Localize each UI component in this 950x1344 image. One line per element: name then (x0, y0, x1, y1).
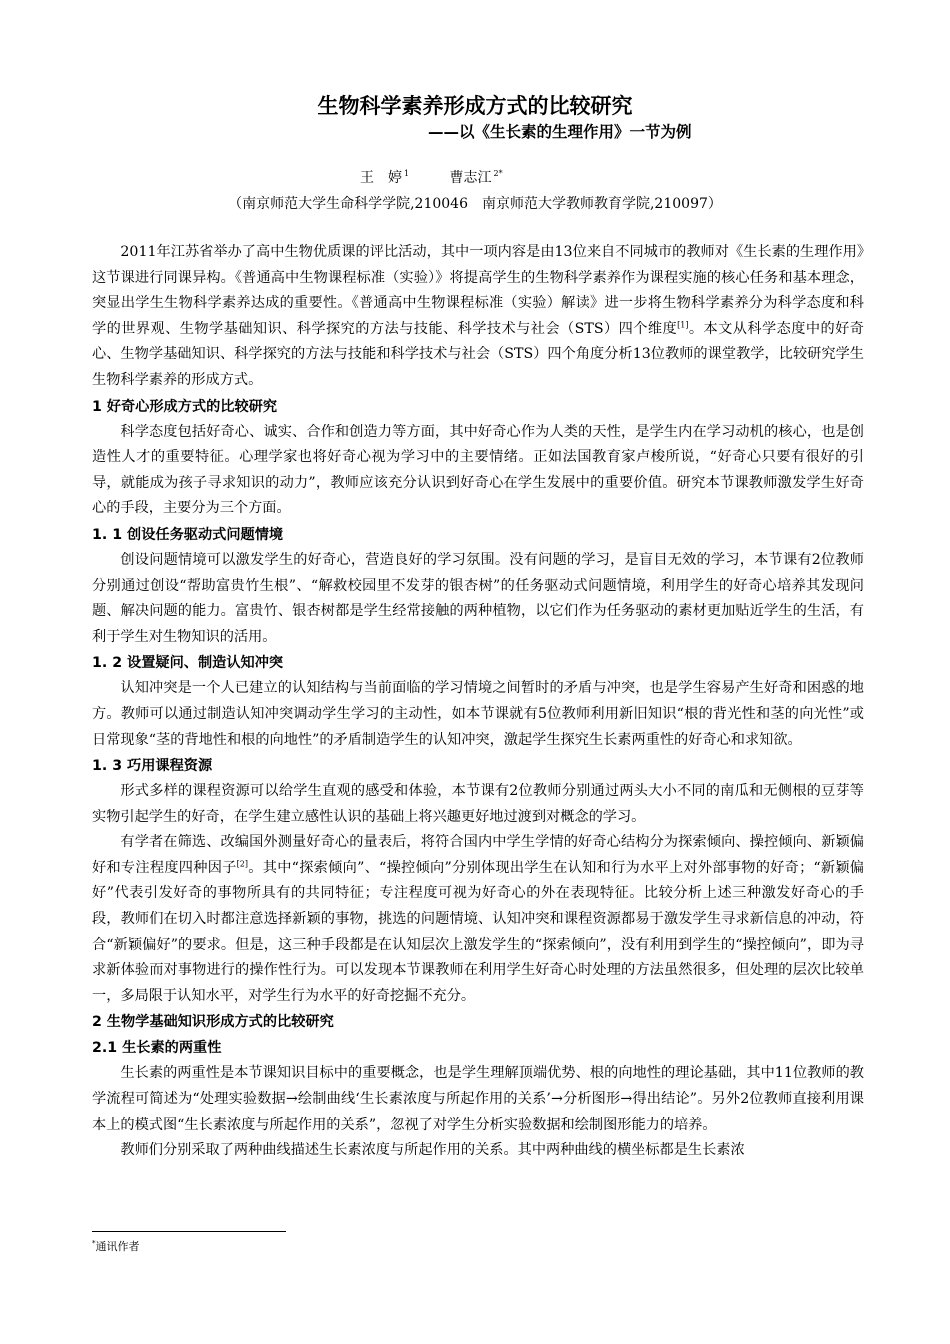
subsection-heading: 2.1 生长素的两重性 (92, 1040, 222, 1057)
section-heading: 2 生物学基础知识形成方式的比较研究 (92, 1014, 334, 1031)
footnote-text: 通讯作者 (95, 1240, 140, 1253)
intro-paragraph (92, 240, 864, 394)
affiliation: （南京师范大学生命科学学院,210046 南京师范大学教师教育学院,210097） (228, 196, 722, 212)
footnote-divider (92, 1231, 286, 1232)
paragraph-text: 2011年江苏省举办了高中生物优质课的评比活动，其中一项内容是由13位来自不同城市的教师对《生长素的生理作用》这节课进行同课异构。《普通高中生物课程标准（实验）》将提高学生的生物科学素养作为课程实施的核心任务和基本理念，突显出学生生物科学素养达成的重要性。《普通高中生物课程标准（实验）解读》进一步将生物科学素养分为科学态度和科学的世界观、生物学基础知识、科学探究的方法与技能、科学技术与社会（STS）四个维度 (92, 244, 864, 337)
subsection-heading: 1. 3 巧用课程资源 (92, 758, 213, 775)
paragraph-text: 。其中“探索倾向”、“操控倾向”分别体现出学生在认知和行为水平上对外部事物的好奇；“新颖偏好”代表引发好奇的事物所具有的共同特征；专注程度可视为好奇心的外在表现特征。比较分析上述三种激发好奇心的手段，教师们在切入时都注意选择新颖的事物，挑选的问题情境、认知冲突和课程资源都易于激发学生寻求新信息的冲动，符合“新颖偏好”的要求。但是，这三种手段都是在认知层次上激发学生的“探索倾向”，没有利用到学生的“操控倾向”，即为寻求新体验而对事物进行的操作性行为。可以发现本节课教师在利用学生好奇心时处理的方法虽然很多，但处理的层次比较单一，多局限于认知水平，对学生行为水平的好奇挖掘不充分。 (92, 859, 864, 1004)
author-name: 曹志江 (449, 170, 492, 186)
paper-title: 生物科学素养形成方式的比较研究 (317, 94, 633, 118)
paragraph-text: 。本文从科学态度中的好奇心、生物学基础知识、科学探究的方法与技能和科学技术与社会（STS）四个角度分析13位教师的课堂教学，比较研究学生生物科学素养的形成方式。 (92, 320, 864, 388)
author-mark: 1 (404, 169, 410, 179)
section-paragraph: 科学态度包括好奇心、诚实、合作和创造力等方面，其中好奇心作为人类的天性，是学生内在学习动机的核心，也是创造性人才的重要特征。心理学家也将好奇心视为学习中的主要情绪。正如法国教育家卢梭所说，“好奇心只要有很好的引导，就能成为孩子寻求知识的动力”，教师应该充分认识到好奇心在学生发展中的重要价值。研究本节课教师激发学生好奇心的手段，主要分为三个方面。 (92, 423, 864, 517)
author-line (360, 167, 503, 187)
citation: [1] (677, 320, 689, 330)
section-paragraph: 形式多样的课程资源可以给学生直观的感受和体验，本节课有2位教师分别通过两头大小不同的南瓜和无侧根的豆芽等实物引起学生的好奇，在学生建立感性认识的基础上将兴趣更好地过渡到对概念的学习。 (92, 783, 864, 825)
subsection-heading: 1. 2 设置疑问、制造认知冲突 (92, 655, 284, 672)
section-paragraph: 认知冲突是一个人已建立的认知结构与当前面临的学习情境之间暂时的矛盾与冲突，也是学生容易产生好奇和困惑的地方。教师可以通过制造认知冲突调动学生学习的主动性，如本节课就有5位教师利用新旧知识“根的背光性和茎的向光性”或日常现象“茎的背地性和根的向地性”的矛盾制造学生的认知冲突，激起学生探究生长素两重性的好奇心和求知欲。 (92, 680, 864, 748)
author-1 (360, 170, 409, 186)
paper-body (92, 240, 864, 1164)
subsection-heading: 1. 1 创设任务驱动式问题情境 (92, 526, 284, 543)
paper-subtitle: ——以《生长素的生理作用》一节为例 (428, 123, 692, 141)
footnote-mark: * (92, 1239, 96, 1248)
citation: [2] (236, 859, 248, 869)
footnote (92, 1238, 140, 1254)
author-mark: 2* (493, 169, 503, 179)
section-paragraph: 创设问题情境可以激发学生的好奇心，营造良好的学习氛围。没有问题的学习，是盲目无效的学习，本节课有2位教师分别通过创设“帮助富贵竹生根”、“解救校园里不发芽的银杏树”的任务驱动式问题情境，利用学生的好奇心培养其发现问题、解决问题的能力。富贵竹、银杏树都是学生经常接触的两种植物，以它们作为任务驱动的素材更加贴近学生的生活，有利于学生对生物知识的活用。 (92, 551, 864, 645)
author-name: 王 婷 (360, 170, 402, 186)
author-2 (450, 170, 503, 186)
section-paragraph: 教师们分别采取了两种曲线描述生长素浓度与所起作用的关系。其中两种曲线的横坐标都是生长素浓 (120, 1142, 745, 1159)
section-heading: 1 好奇心形成方式的比较研究 (92, 398, 278, 415)
section-paragraph (92, 830, 864, 1009)
section-paragraph: 生长素的两重性是本节课知识目标中的重要概念，也是学生理解顶端优势、根的向地性的理论基础，其中11位教师的教学流程可简述为“处理实验数据→绘制曲线‘生长素浓度与所起作用的关系’→分析图形→得出结论”。另外2位教师直接利用课本上的模式图“生长素浓度与所起作用的关系”，忽视了对学生分析实验数据和绘制图形能力的培养。 (92, 1065, 864, 1133)
paragraph-text: 有学者在筛选、改编国外测量好奇心的量表后，将符合国内中学生学情的好奇心结构分为探索倾向、操控倾向、新颖偏好和专注程度四种因子 (92, 834, 864, 876)
